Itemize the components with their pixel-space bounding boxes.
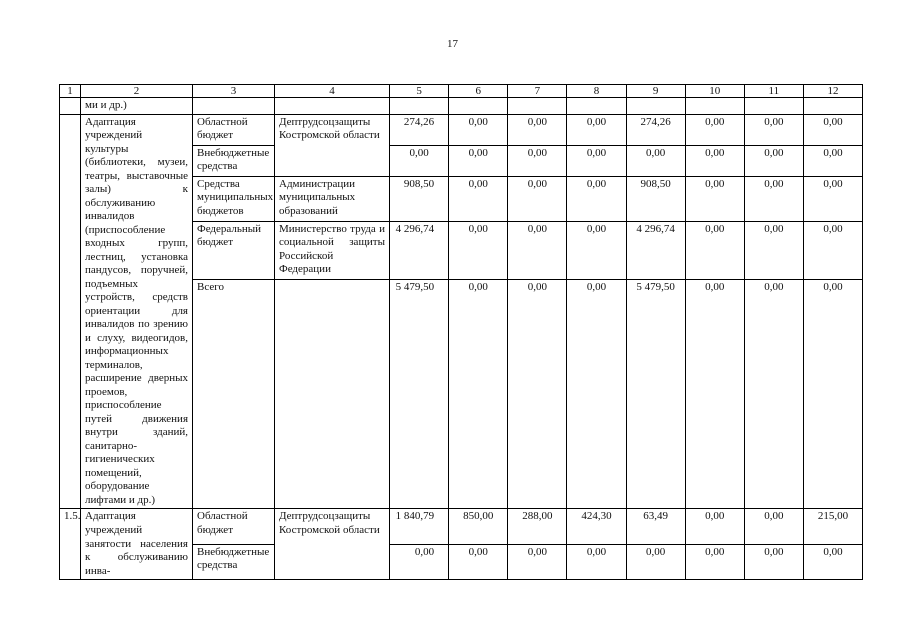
continuation-text: ми и др.) [81, 98, 193, 115]
funding-source: Областной бюджет [193, 114, 275, 145]
value-cell: 0,00 [449, 221, 508, 280]
value-cell: 0,00 [508, 280, 567, 509]
value-cell: 0,00 [685, 176, 744, 221]
column-header: 4 [275, 85, 390, 98]
value-cell: 1 840,79 [390, 509, 449, 544]
value-cell: 0,00 [685, 145, 744, 176]
value-cell: 424,30 [567, 509, 626, 544]
value-cell: 908,50 [626, 176, 685, 221]
value-cell: 0,00 [685, 280, 744, 509]
budget-table [59, 84, 863, 580]
value-cell: 4 296,74 [626, 221, 685, 280]
value-cell: 850,00 [449, 509, 508, 544]
value-cell: 0,00 [508, 145, 567, 176]
value-cell: 0,00 [685, 509, 744, 544]
table-header-row [60, 85, 863, 98]
funding-source: Федеральный бюджет [193, 221, 275, 280]
continuation-row [60, 98, 863, 115]
table-row [60, 509, 863, 544]
value-cell: 0,00 [449, 114, 508, 145]
value-cell: 0,00 [803, 176, 862, 221]
value-cell: 0,00 [803, 145, 862, 176]
value-cell: 0,00 [508, 176, 567, 221]
value-cell: 0,00 [744, 280, 803, 509]
value-cell: 0,00 [567, 176, 626, 221]
value-cell: 0,00 [744, 509, 803, 544]
value-cell: 0,00 [626, 145, 685, 176]
value-cell: 0,00 [803, 544, 862, 579]
value-cell: 0,00 [449, 176, 508, 221]
value-cell: 0,00 [685, 114, 744, 145]
value-cell: 0,00 [567, 145, 626, 176]
value-cell: 0,00 [744, 176, 803, 221]
value-cell: 0,00 [744, 544, 803, 579]
measure-description: Адаптация учреждений культуры (библиотеки, музеи, театры, выставочные залы) к обслуживанию инвалидов (приспособление входных групп, лестниц, установка пандусов, поручней, подъемных устройств, средств ориентации для инвалидов по зрению и слуху, видеогидов, информационных терминалов, расширение дверных проемов, приспособление путей движения внутри зданий, санитарно-гигиенических помещений, оборудование лифтами и др.) [81, 114, 193, 509]
value-cell: 0,00 [685, 221, 744, 280]
value-cell: 0,00 [390, 145, 449, 176]
funding-source: Внебюджетные средства [193, 145, 275, 176]
value-cell: 0,00 [508, 114, 567, 145]
funding-source: Внебюджетные средства [193, 544, 275, 579]
column-header: 9 [626, 85, 685, 98]
value-cell: 0,00 [567, 221, 626, 280]
value-cell: 0,00 [803, 280, 862, 509]
value-cell: 908,50 [390, 176, 449, 221]
column-header: 12 [803, 85, 862, 98]
row-number-cell [60, 114, 81, 509]
column-header: 1 [60, 85, 81, 98]
row-number-cell: 1.5. [60, 509, 81, 580]
executor: Министерство труда и социальной защиты Российской Федерации [275, 221, 390, 280]
executor: Дептрудсоцзащиты Костромской области [275, 114, 390, 176]
measure-description: Адаптация учреждений занятости населения к обслуживанию инва- [81, 509, 193, 580]
value-cell: 0,00 [744, 114, 803, 145]
value-cell: 274,26 [626, 114, 685, 145]
value-cell: 215,00 [803, 509, 862, 544]
value-cell: 5 479,50 [626, 280, 685, 509]
page-number: 17 [447, 38, 458, 50]
column-header: 3 [193, 85, 275, 98]
table-row [60, 114, 863, 145]
value-cell: 0,00 [744, 221, 803, 280]
executor: Администрации муниципальных образований [275, 176, 390, 221]
value-cell: 5 479,50 [390, 280, 449, 509]
column-header: 10 [685, 85, 744, 98]
column-header: 6 [449, 85, 508, 98]
funding-source: Всего [193, 280, 275, 509]
funding-source: Средства муниципальных бюджетов [193, 176, 275, 221]
value-cell: 4 296,74 [390, 221, 449, 280]
value-cell: 288,00 [508, 509, 567, 544]
executor [275, 280, 390, 509]
value-cell: 0,00 [744, 145, 803, 176]
value-cell: 0,00 [508, 544, 567, 579]
value-cell: 274,26 [390, 114, 449, 145]
value-cell: 0,00 [626, 544, 685, 579]
value-cell: 0,00 [390, 544, 449, 579]
column-header: 5 [390, 85, 449, 98]
column-header: 8 [567, 85, 626, 98]
value-cell: 0,00 [685, 544, 744, 579]
value-cell: 0,00 [449, 280, 508, 509]
executor: Дептрудсоцзащиты Костромской области [275, 509, 390, 580]
value-cell: 0,00 [803, 114, 862, 145]
value-cell: 0,00 [449, 145, 508, 176]
value-cell: 63,49 [626, 509, 685, 544]
value-cell: 0,00 [803, 221, 862, 280]
value-cell: 0,00 [567, 114, 626, 145]
value-cell: 0,00 [449, 544, 508, 579]
column-header: 7 [508, 85, 567, 98]
funding-source: Областной бюджет [193, 509, 275, 544]
column-header: 2 [81, 85, 193, 98]
value-cell: 0,00 [508, 221, 567, 280]
column-header: 11 [744, 85, 803, 98]
value-cell: 0,00 [567, 280, 626, 509]
value-cell: 0,00 [567, 544, 626, 579]
